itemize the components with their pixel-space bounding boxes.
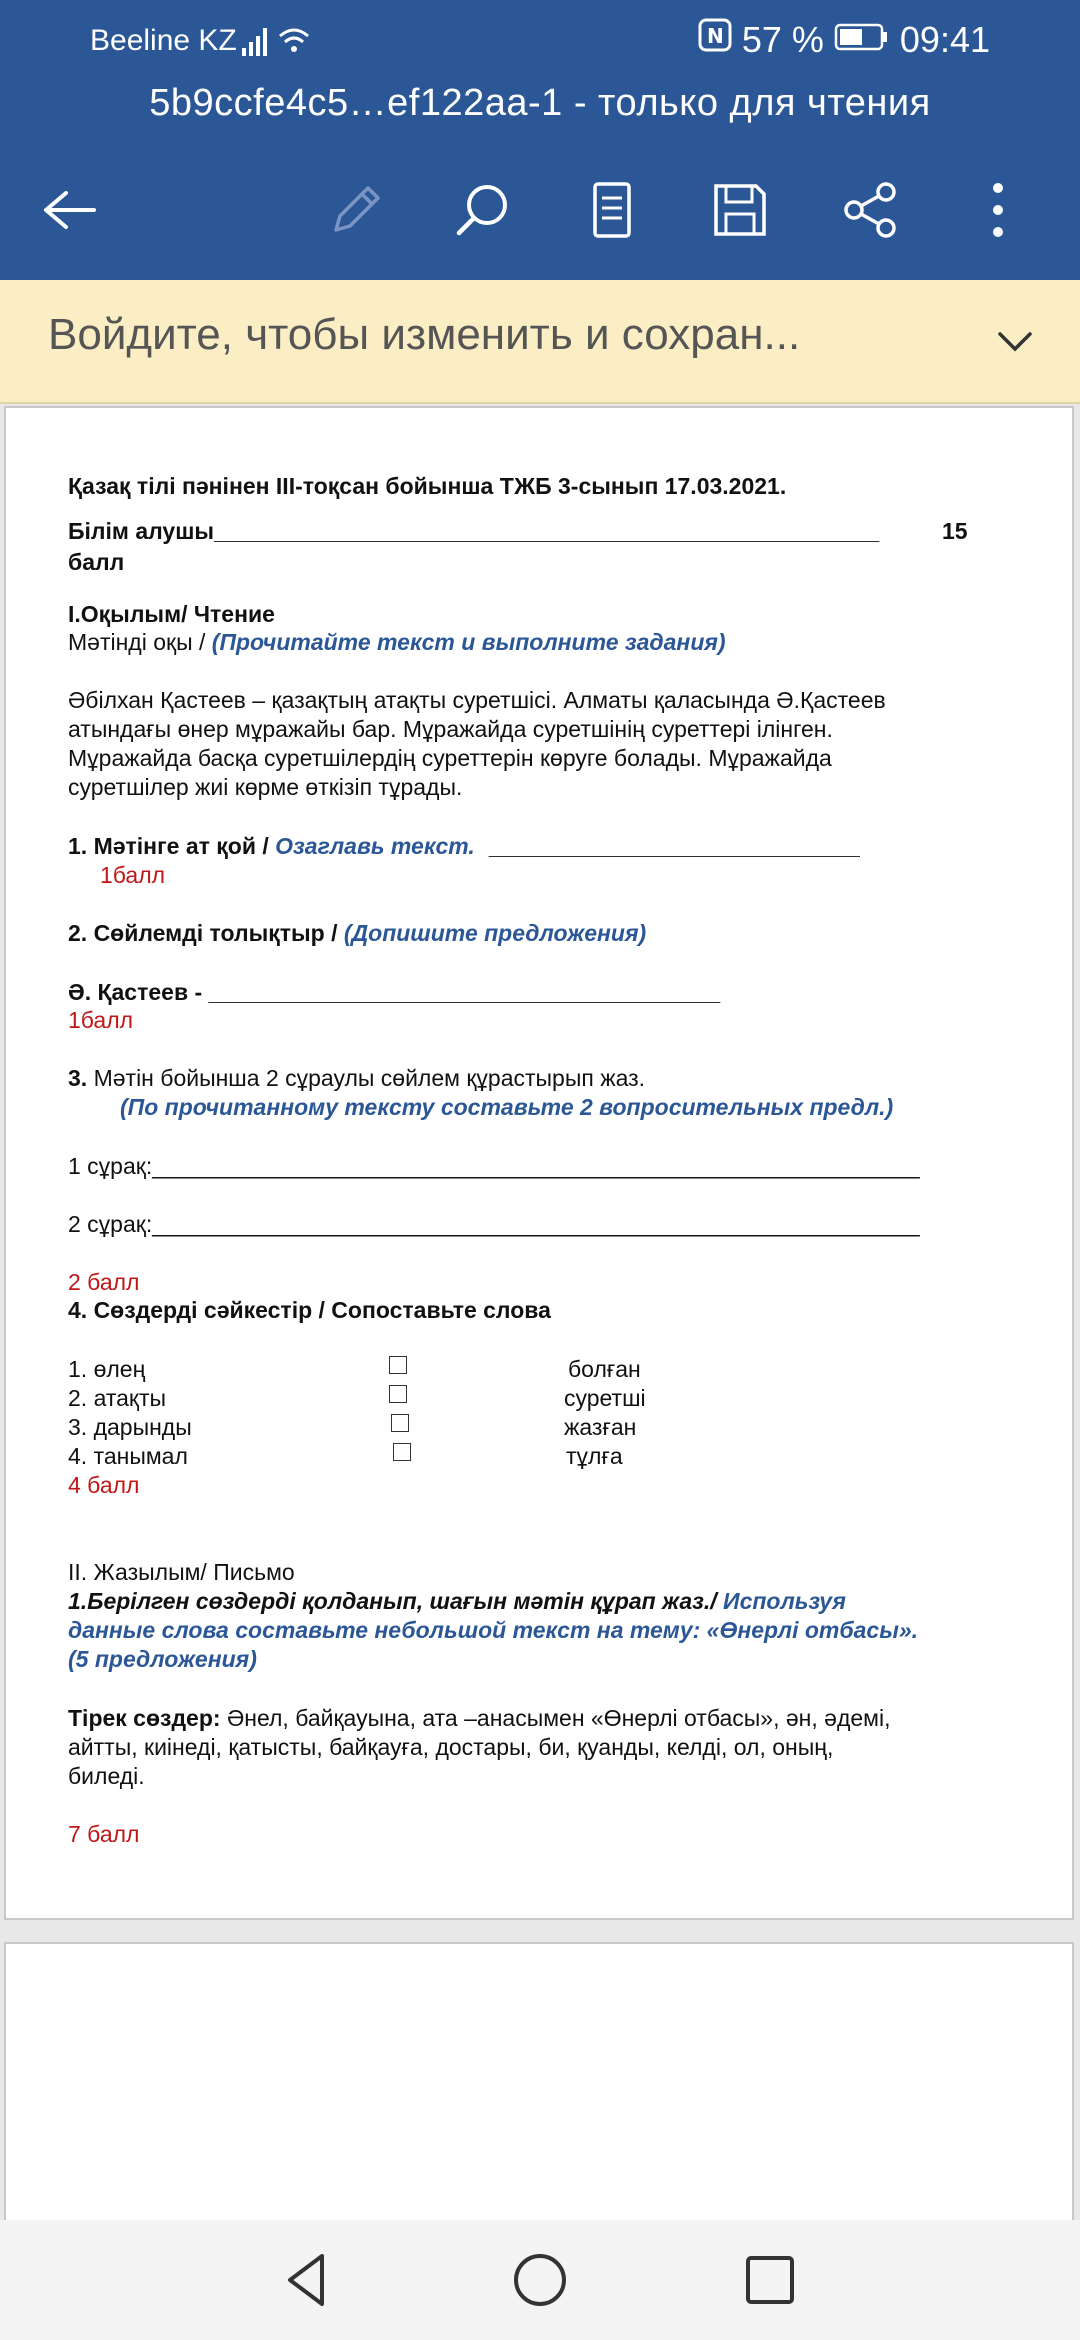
q2-answer-line (68, 978, 720, 1007)
q1-score: 1балл (100, 862, 166, 888)
reading-view-icon[interactable] (572, 170, 652, 250)
q2-line-label: Ә. Қастеев - (68, 979, 209, 1005)
nav-recents-icon[interactable] (738, 2248, 802, 2312)
edit-icon (316, 170, 396, 250)
back-icon[interactable] (30, 170, 110, 250)
section2-task-blue-3: (5 предложения) (68, 1646, 257, 1672)
text-line: суретшілер жиі көрме өткізіп тұрады. (68, 774, 463, 800)
q3-num: 3. (68, 1065, 88, 1091)
document-page-2 (4, 1942, 1074, 2242)
q1-blue: Озаглавь текст. (275, 833, 475, 859)
checkbox[interactable] (393, 1439, 411, 1468)
q3-answer-1: 1 сұрақ:____________________________________________________________ (68, 1153, 920, 1179)
section2-task-blue-2: данные слова составьте небольшой текст на тему: «Өнерлі отбасы». (68, 1617, 919, 1643)
checkbox[interactable] (391, 1410, 409, 1439)
document-title: 5b9ccfe4c5…ef122aa-1 - только для чтения (149, 82, 931, 124)
text-line: атындағы өнер мұражайы бар. Мұражайда суретшінің суреттері ілінген. (68, 716, 833, 742)
search-icon[interactable] (442, 170, 522, 250)
q4-title: 4. Сөздерді сәйкестір / Сопоставьте слова (68, 1297, 551, 1323)
section1-task-blue: (Прочитайте текст и выполните задания) (211, 629, 726, 655)
nav-home-icon[interactable] (508, 2248, 572, 2312)
nfc-icon (698, 18, 732, 61)
document-page-1 (4, 406, 1074, 1920)
header-score: 15 (942, 518, 968, 544)
section2-task-bold: 1.Берілген сөздерді қолданып, шағын мәтін құрап жаз./ (68, 1588, 724, 1614)
checkbox[interactable] (389, 1352, 407, 1381)
battery-percent: 57 % (741, 18, 824, 60)
question-2 (68, 919, 646, 948)
q4-score: 4 балл (68, 1472, 140, 1498)
q4-right-item: суретші (564, 1385, 646, 1411)
section2-task-blue-1: Используя (723, 1588, 846, 1614)
q2-line: ________________________________________ (208, 979, 721, 1005)
question-3 (68, 1064, 645, 1093)
svg-text:N: N (706, 24, 724, 48)
q3-blue: (По прочитанному тексту составьте 2 вопросительных предл.) (120, 1094, 894, 1120)
text-line: Әбілхан Қастеев – қазақтың атақты суретшісі. Алматы қаласында Ә.Қастеев (68, 687, 886, 713)
sign-in-banner[interactable] (0, 280, 1080, 404)
section2-title: ІІ. Жазылым/ Письмо (68, 1559, 295, 1585)
save-icon[interactable] (700, 170, 780, 250)
keywords-line-3: биледі. (68, 1763, 145, 1789)
keywords-line-2: айтты, киінеді, қатысты, байқауға, достары, би, қуанды, келді, ол, оның, (68, 1734, 834, 1760)
toolbar (0, 170, 1080, 250)
clock: 09:41 (899, 18, 990, 60)
chevron-down-icon[interactable] (990, 316, 1040, 366)
keywords-label: Тірек сөздер: (68, 1705, 221, 1731)
q3-answer-2: 2 сұрақ:____________________________________________________________ (68, 1211, 920, 1237)
q2-plain: 2. Сөйлемді толықтыр / (68, 920, 344, 946)
nav-back-icon[interactable] (276, 2248, 340, 2312)
q1-line: _____________________________ (488, 833, 860, 859)
carrier-label: Beeline KZ (90, 24, 237, 57)
section1-title: І.Оқылым/ Чтение (68, 601, 275, 627)
text-line: Мұражайда басқа суретшілердің суреттерін көруге болады. Мұражайда (68, 745, 832, 771)
q4-right-item: болған (568, 1356, 641, 1382)
keywords-text: Әнел, байқауына, ата –анасымен «Өнерлі отбасы», ән, әдемі, (220, 1705, 891, 1731)
q1-plain: 1. Мәтінге ат қой / (68, 833, 276, 859)
system-nav-bar (0, 2220, 1080, 2340)
signal-wifi-icon (240, 22, 320, 66)
checkbox[interactable] (389, 1381, 407, 1410)
q3-plain: Мәтін бойынша 2 сұраулы сөйлем құрастырып жаз. (87, 1065, 646, 1091)
battery-icon (834, 19, 890, 61)
section1-task (68, 628, 726, 657)
q4-right-item: жазған (564, 1414, 637, 1440)
header-line-2: Білім алушы____________________________________________________ (68, 518, 880, 544)
q3-score: 2 балл (68, 1269, 140, 1295)
status-bar (0, 0, 1080, 80)
q4-left-item: 3. дарынды (68, 1414, 192, 1440)
header-line-3: балл (68, 549, 125, 575)
section2-score: 7 балл (68, 1821, 140, 1847)
q4-right-item: тұлға (566, 1443, 623, 1469)
header-line-1: Қазақ тілі пәнінен ІІІ-тоқсан бойынша ТЖБ 3-сынып 17.03.2021. (68, 473, 787, 499)
q4-left-item: 1. өлең (68, 1356, 146, 1382)
more-icon[interactable] (958, 170, 1038, 250)
section1-task-plain: Мәтінді оқы / (68, 629, 212, 655)
keywords-line-1 (68, 1704, 890, 1733)
q2-blue: (Допишите предложения) (343, 920, 647, 946)
q4-left-item: 4. танымал (68, 1443, 188, 1469)
q2-score: 1балл (68, 1007, 134, 1033)
app-top-bar (0, 0, 1080, 280)
section2-task-line-1 (68, 1587, 846, 1616)
banner-text: Войдите, чтобы изменить и сохран... (48, 310, 801, 359)
share-icon[interactable] (830, 170, 910, 250)
question-1 (68, 832, 860, 861)
q4-left-item: 2. атақты (68, 1385, 167, 1411)
